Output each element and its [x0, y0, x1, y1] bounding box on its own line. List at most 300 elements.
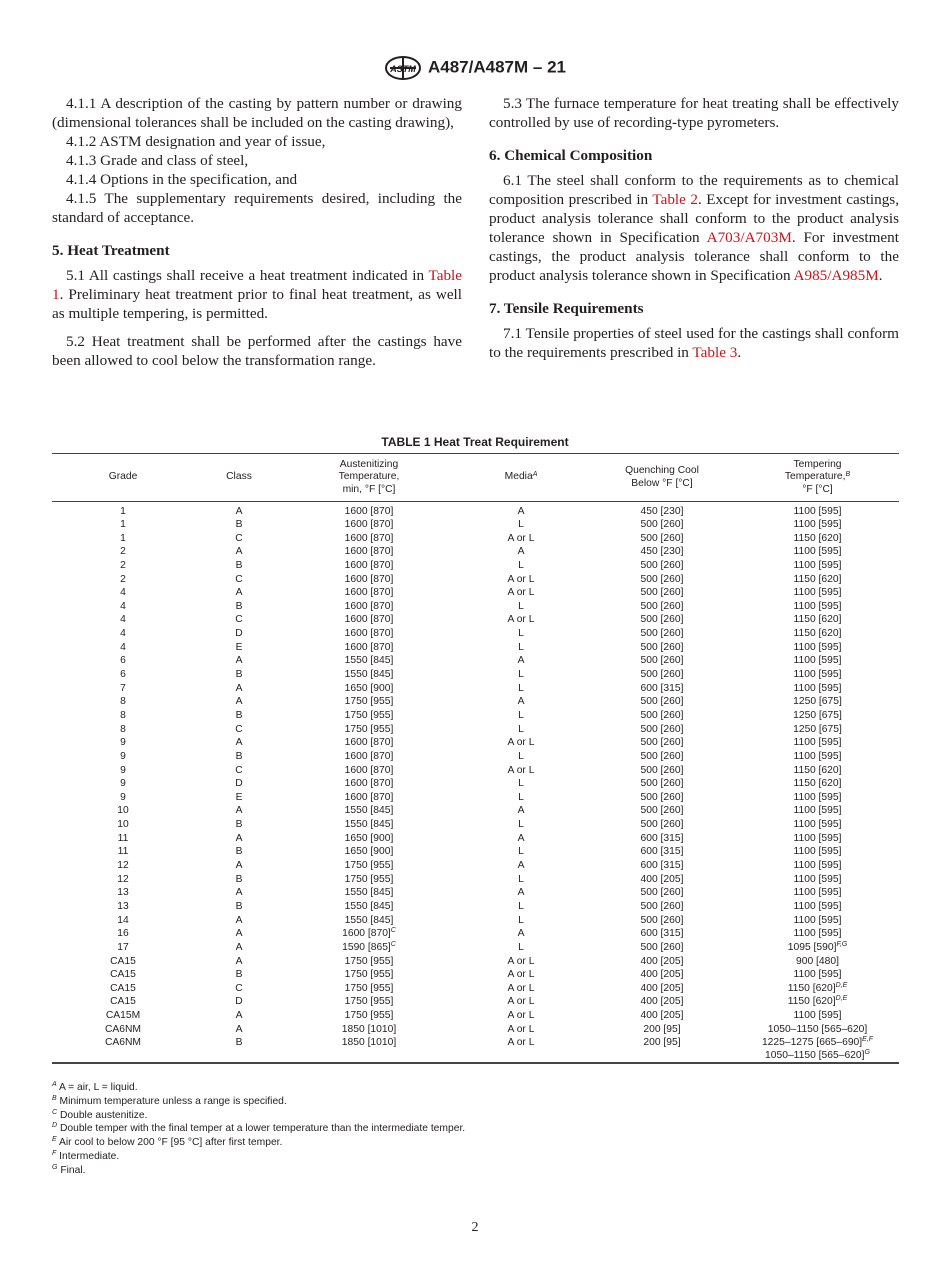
- footnote-ref: D,E: [835, 981, 848, 989]
- table-cell: 1100 [595]: [793, 1010, 842, 1022]
- table-row: [52, 995, 899, 1009]
- table-cell: 1600 [870]: [344, 778, 394, 790]
- table-cell: 500 [260]: [640, 941, 684, 953]
- para-5-3: 5.3 The furnace temperature for heat treating shall be effectively controlled by use of recording-type pyrometers.: [489, 95, 899, 131]
- page-header: [0, 56, 950, 80]
- footnote-ref: C: [390, 927, 396, 935]
- cell-value: 1225–1275 [665–690]: [761, 1037, 863, 1049]
- table-cell: A or L: [507, 1010, 535, 1022]
- table-cell: 1550 [845]: [344, 887, 394, 899]
- table-cell: A: [235, 941, 243, 953]
- table-cell: A: [235, 832, 243, 844]
- para-4-1-3: 4.1.3 Grade and class of steel,: [66, 152, 249, 169]
- astm-logo-icon: [384, 56, 422, 80]
- table-cell: 1550 [845]: [344, 669, 394, 681]
- table-cell: L: [518, 519, 524, 530]
- table-cell: 9: [120, 791, 126, 803]
- table-cell: 500 [260]: [640, 559, 684, 571]
- footnote-ref: B: [845, 471, 851, 479]
- table-cell: A: [235, 696, 243, 708]
- table-cell: 500 [260]: [640, 723, 684, 735]
- a703-link[interactable]: A703/A703M: [706, 229, 792, 246]
- table-cell: 500 [260]: [640, 600, 684, 612]
- table-cell: L: [518, 628, 524, 640]
- table-cell: L: [518, 846, 524, 858]
- footnote-text: A = air, L = liquid.: [58, 1082, 138, 1093]
- table-cell: 1150 [620]: [793, 628, 842, 640]
- para-5-1: [52, 266, 462, 323]
- table-cell: 16: [117, 928, 129, 940]
- table-cell: [284, 927, 454, 941]
- table-cell: 11: [117, 846, 129, 858]
- para-4-1-1: 4.1.1 A description of the casting by pattern number or drawing (dimensional tolerances shall be included on the casting drawing),: [52, 95, 462, 131]
- table-cell: 4: [120, 614, 126, 626]
- table-cell: 1150 [620]: [793, 764, 842, 776]
- table-cell: 200 [95]: [643, 1037, 681, 1049]
- svg-text:ASTM: ASTM: [390, 64, 416, 74]
- table-cell: B: [235, 750, 243, 762]
- table-cell: C: [235, 764, 243, 776]
- text: 7.1 Tensile properties of steel used for the castings shall conform to the requirements prescribed in: [489, 325, 899, 361]
- table-row: [52, 573, 899, 587]
- footnote: [52, 1122, 465, 1136]
- table-cell: A or L: [507, 955, 535, 967]
- table-cell: 1250 [675]: [793, 696, 842, 708]
- cell-value: 1150 [620]: [787, 982, 836, 994]
- table-cell: 1100 [595]: [793, 832, 842, 844]
- footnote-text: Final.: [60, 1164, 86, 1176]
- header-line: Class: [226, 471, 252, 483]
- table-cell: C: [235, 723, 243, 735]
- table-cell: 1600 [870]: [344, 587, 394, 599]
- table-cell: 1550 [845]: [344, 914, 394, 926]
- table-cell: L: [518, 709, 524, 721]
- table-cell: 1100 [595]: [793, 969, 842, 981]
- table-cell: A or L: [507, 532, 535, 544]
- table-cell: 450 [230]: [640, 546, 684, 558]
- table-cell: 13: [117, 900, 129, 912]
- table-row: [52, 641, 899, 655]
- table-cell: A: [235, 928, 243, 940]
- table-cell: 1600 [870]: [344, 628, 394, 640]
- footnote: [52, 1150, 465, 1164]
- section-6-heading: 6. Chemical Composition: [489, 147, 653, 164]
- footnote-text: Double temper with the final temper at a lower temperature than the intermediate temper.: [59, 1123, 466, 1135]
- column-header: [588, 454, 736, 502]
- table-cell: B: [235, 669, 243, 681]
- para-5-2: 5.2 Heat treatment shall be performed after the castings have been allowed to cool below the transformation range.: [52, 333, 462, 369]
- table-cell: CA15: [110, 996, 136, 1008]
- table-cell: 500 [260]: [640, 573, 684, 585]
- designation: A487/A487M – 21: [428, 57, 566, 77]
- table-cell: 400 [205]: [640, 955, 684, 967]
- table-cell: A: [517, 887, 525, 899]
- table-row: [52, 941, 899, 955]
- column-header: [736, 454, 899, 502]
- table-2-link[interactable]: Table 2: [652, 191, 698, 208]
- table-title: TABLE 1 Heat Treat Requirement: [381, 435, 569, 449]
- table-cell: A: [517, 655, 525, 667]
- table-cell: B: [235, 969, 243, 981]
- para-4-1-4: 4.1.4 Options in the specification, and: [66, 171, 298, 188]
- text: . For investment castings, the product analysis tolerance shall conform to the product analysis tolerance shown in Specification: [489, 229, 899, 284]
- table-cell: C: [235, 573, 243, 585]
- table-cell: A: [235, 655, 243, 667]
- table-row: [52, 982, 899, 996]
- table-cell: 1100 [595]: [793, 860, 842, 872]
- table-cell: A: [235, 860, 243, 872]
- table-cell: 1100 [595]: [793, 519, 842, 530]
- table-cell: 200 [95]: [643, 1023, 681, 1035]
- table-cell: 1: [120, 506, 126, 517]
- table-cell: 1550 [845]: [344, 655, 394, 667]
- cell-value: 1600 [870]: [342, 928, 391, 940]
- table-row: [52, 559, 899, 573]
- table-cell: B: [235, 559, 243, 571]
- table-cell: B: [235, 600, 243, 612]
- table-cell: C: [235, 532, 243, 544]
- footnote-ref: F,G: [836, 940, 848, 948]
- table-cell: 1550 [845]: [344, 819, 394, 831]
- text: . Except for investment castings, product analysis tolerance shall conform to the product analysis tolerance shown in Specification: [489, 191, 900, 246]
- table-cell: A: [235, 737, 243, 749]
- table-cell: 1100 [595]: [793, 900, 842, 912]
- table-cell: 1600 [870]: [344, 641, 394, 653]
- footnote-ref: G: [864, 1049, 870, 1057]
- table-cell: 450 [230]: [640, 506, 684, 517]
- table-cell: 400 [205]: [640, 873, 684, 885]
- footnote-ref: C: [390, 940, 396, 948]
- table-cell: A: [517, 928, 525, 940]
- table-cell: 7: [120, 682, 126, 694]
- table-cell: CA15: [110, 955, 136, 967]
- table-cell: L: [518, 791, 524, 803]
- table-cell: 400 [205]: [640, 1010, 684, 1022]
- table-cell: 14: [117, 914, 129, 926]
- table-cell: 1050–1150 [565–620]: [767, 1023, 868, 1035]
- footnote: [52, 1136, 465, 1150]
- table-cell: 1100 [595]: [793, 846, 842, 858]
- table-cell: 1600 [870]: [344, 532, 394, 544]
- text: .: [737, 344, 742, 361]
- table-cell: CA6NM: [104, 1023, 142, 1035]
- table-cell: D: [235, 628, 243, 640]
- table-body: [52, 502, 899, 1064]
- table-cell: CA6NM: [104, 1037, 142, 1049]
- table-cell: 1150 [620]: [793, 614, 842, 626]
- table-cell: A: [517, 506, 525, 517]
- footnote: [52, 1109, 465, 1123]
- table-cell: 1250 [675]: [793, 709, 842, 721]
- table-cell: 500 [260]: [640, 669, 684, 681]
- table-cell: CA15M: [105, 1010, 141, 1022]
- table-cell: 1550 [845]: [344, 805, 394, 817]
- table-cell: 1100 [595]: [793, 914, 842, 926]
- table-cell: 1100 [595]: [793, 546, 842, 558]
- table-cell: 1600 [870]: [344, 737, 394, 749]
- table-cell: 1100 [595]: [793, 600, 842, 612]
- table-footnotes: [52, 1081, 465, 1178]
- table-cell: A: [517, 832, 525, 844]
- table-cell: A or L: [507, 587, 535, 599]
- table-cell: 1100 [595]: [793, 805, 842, 817]
- table-cell: A or L: [507, 1023, 535, 1035]
- table-cell: 500 [260]: [640, 519, 684, 530]
- table-cell: 1150 [620]: [793, 778, 842, 790]
- table-cell: 500 [260]: [640, 914, 684, 926]
- column-header: [284, 454, 454, 502]
- table-cell: 600 [315]: [640, 846, 684, 858]
- table-cell: 1250 [675]: [793, 723, 842, 735]
- table-cell: 1100 [595]: [793, 641, 842, 653]
- column-header: [454, 454, 588, 502]
- header-line: Media: [504, 471, 533, 483]
- table-cell: A: [517, 805, 525, 817]
- table-cell: 1850 [1010]: [341, 1023, 397, 1035]
- table-row: [52, 1036, 899, 1063]
- table-cell: B: [235, 709, 243, 721]
- table-cell: L: [518, 778, 524, 790]
- table-cell: 1100 [595]: [793, 750, 842, 762]
- table-cell: 1100 [595]: [793, 928, 842, 940]
- left-column: [52, 94, 462, 370]
- table-cell: 500 [260]: [640, 614, 684, 626]
- table-cell: 1: [120, 532, 126, 544]
- table-cell: 4: [120, 587, 126, 599]
- para-4-1-5: 4.1.5 The supplementary requirements desired, including the standard of acceptance.: [52, 190, 462, 226]
- table-cell: 1750 [955]: [344, 982, 394, 994]
- table-cell: 500 [260]: [640, 900, 684, 912]
- table-row: [52, 654, 899, 668]
- table-cell: 1600 [870]: [344, 519, 394, 530]
- table-cell: A or L: [507, 982, 535, 994]
- footnote-text: Minimum temperature unless a range is specified.: [59, 1095, 287, 1107]
- header-line: Temperature,: [338, 471, 400, 483]
- table-cell: A: [235, 682, 243, 694]
- table-row: [52, 1023, 899, 1037]
- table-cell: 11: [117, 832, 129, 844]
- table-cell: 600 [315]: [640, 682, 684, 694]
- table-cell: 1750 [955]: [344, 996, 394, 1008]
- table-header-row: [52, 454, 899, 502]
- table-cell: C: [235, 982, 243, 994]
- table-cell: 1750 [955]: [344, 1010, 394, 1022]
- table-cell: E: [235, 641, 243, 653]
- table-row: [52, 791, 899, 805]
- table-cell: L: [518, 641, 524, 653]
- table-cell: 500 [260]: [640, 750, 684, 762]
- table-cell: A or L: [507, 764, 535, 776]
- table-cell: 8: [120, 709, 126, 721]
- table-cell: 1100 [595]: [793, 655, 842, 667]
- footnote-ref: D,E: [835, 995, 848, 1003]
- footnote-ref: A: [532, 471, 538, 479]
- table-row: [52, 1009, 899, 1023]
- table-cell: 1750 [955]: [344, 969, 394, 981]
- table-cell: 1750 [955]: [344, 696, 394, 708]
- footnote-mark: G: [52, 1163, 58, 1171]
- table-row: [52, 832, 899, 846]
- table-cell: 1100 [595]: [793, 819, 842, 831]
- table-cell: L: [518, 900, 524, 912]
- table-cell: [736, 941, 899, 955]
- header-line: Below °F [°C]: [631, 477, 693, 489]
- table-cell: 17: [117, 941, 129, 953]
- table-cell: 1650 [900]: [344, 846, 394, 858]
- table-cell: 6: [120, 669, 126, 681]
- table-cell: 1600 [870]: [344, 573, 394, 585]
- table-cell: L: [518, 559, 524, 571]
- table-cell: 500 [260]: [640, 628, 684, 640]
- table-3-link[interactable]: Table 3: [692, 344, 738, 361]
- header-line: min, °F [°C]: [342, 483, 396, 495]
- table-cell: 2: [120, 559, 126, 571]
- footnote: [52, 1164, 465, 1178]
- table-row: [52, 545, 899, 559]
- table-cell: 4: [120, 628, 126, 640]
- a985-link[interactable]: A985/A985M: [793, 267, 879, 284]
- table-cell: L: [518, 914, 524, 926]
- table-cell: 1600 [870]: [344, 559, 394, 571]
- table-cell: 500 [260]: [640, 819, 684, 831]
- table-cell: L: [518, 723, 524, 735]
- table-cell: A or L: [507, 614, 535, 626]
- table-cell: 500 [260]: [640, 709, 684, 721]
- table-cell: 1650 [900]: [344, 682, 394, 694]
- table-cell: A: [517, 696, 525, 708]
- table-cell: 500 [260]: [640, 737, 684, 749]
- footnote: [52, 1081, 465, 1095]
- table-cell: A or L: [507, 737, 535, 749]
- table-1-link[interactable]: Table 1: [52, 267, 462, 303]
- table-cell: 8: [120, 723, 126, 735]
- table-cell: 1750 [955]: [344, 873, 394, 885]
- header-line: °F [°C]: [802, 483, 833, 495]
- table-row: [52, 695, 899, 709]
- table-cell: 2: [120, 546, 126, 558]
- table-cell: 10: [117, 805, 129, 817]
- table-cell: L: [518, 600, 524, 612]
- table-row: [52, 777, 899, 791]
- table-cell: 1600 [870]: [344, 506, 394, 517]
- table-cell: 1750 [955]: [344, 723, 394, 735]
- table-cell: 1600 [870]: [344, 600, 394, 612]
- table-row: [52, 502, 899, 519]
- table-cell: 1850 [1010]: [341, 1037, 397, 1049]
- table-row: [52, 927, 899, 941]
- table-cell: 1: [120, 519, 126, 530]
- table-cell: A or L: [507, 573, 535, 585]
- table-cell: B: [235, 846, 243, 858]
- footnote-mark: D: [52, 1122, 58, 1130]
- table-cell: D: [235, 778, 243, 790]
- footnote-text: Double austenitize.: [59, 1109, 148, 1121]
- table-cell: 8: [120, 696, 126, 708]
- table-row: [52, 682, 899, 696]
- column-header: [194, 454, 284, 502]
- table-cell: A: [235, 955, 243, 967]
- footnote-ref: E,F: [862, 1036, 874, 1044]
- table-cell: 4: [120, 600, 126, 612]
- table-cell: 600 [315]: [640, 860, 684, 872]
- section-5-heading: 5. Heat Treatment: [52, 242, 170, 259]
- table-row: [52, 600, 899, 614]
- header-line: Austenitizing: [339, 458, 399, 470]
- table-cell: 2: [120, 573, 126, 585]
- table-cell: CA15: [110, 982, 136, 994]
- cell-value: 1095 [590]: [787, 941, 837, 953]
- table-cell: A: [235, 587, 243, 599]
- table-cell: 1100 [595]: [793, 682, 842, 694]
- table-cell: 9: [120, 778, 126, 790]
- table-cell: 1600 [870]: [344, 546, 394, 558]
- heat-treat-table: [52, 453, 899, 1064]
- header-line: Tempering: [793, 458, 842, 470]
- column-header: [52, 454, 194, 502]
- table-cell: A: [235, 1023, 243, 1035]
- table-cell: 1550 [845]: [344, 900, 394, 912]
- table-cell: A: [517, 860, 525, 872]
- table-cell: A: [517, 546, 525, 558]
- table-cell: A or L: [507, 969, 535, 981]
- footnote-text: Air cool to below 200 °F [95 °C] after first temper.: [58, 1137, 283, 1149]
- table-cell: 1100 [595]: [793, 669, 842, 681]
- footnote-mark: B: [52, 1094, 57, 1102]
- header-line: Grade: [108, 471, 138, 483]
- table-cell: 500 [260]: [640, 532, 684, 544]
- table-row: [52, 750, 899, 764]
- table-row: [52, 764, 899, 778]
- table-cell: 500 [260]: [640, 887, 684, 899]
- table-cell: 4: [120, 641, 126, 653]
- table-cell: 1750 [955]: [344, 860, 394, 872]
- section-7-heading: 7. Tensile Requirements: [489, 300, 644, 317]
- table-cell: 400 [205]: [640, 969, 684, 981]
- table-cell: 1100 [595]: [793, 887, 842, 899]
- table-cell: E: [235, 791, 243, 803]
- table-cell: 9: [120, 737, 126, 749]
- table-cell: 500 [260]: [640, 696, 684, 708]
- table-cell: 1100 [595]: [793, 506, 842, 517]
- table-cell: 500 [260]: [640, 791, 684, 803]
- header-line: Temperature,: [784, 471, 846, 483]
- table-cell: B: [235, 519, 243, 530]
- table-row: [52, 900, 899, 914]
- footnote-mark: C: [52, 1108, 58, 1116]
- table-cell: 1650 [900]: [344, 832, 394, 844]
- table-cell: A: [235, 506, 243, 517]
- table-row: [52, 532, 899, 546]
- table-cell: 400 [205]: [640, 996, 684, 1008]
- table-cell: [736, 995, 899, 1009]
- table-cell: 1100 [595]: [793, 737, 842, 749]
- table-row: [52, 914, 899, 928]
- table-cell: B: [235, 873, 243, 885]
- cell-value: 1050–1150 [565–620]: [765, 1050, 865, 1062]
- para-7-1: [489, 324, 899, 362]
- table-cell: A or L: [507, 1037, 535, 1049]
- cell-value: 1150 [620]: [787, 996, 836, 1008]
- table-row: [52, 886, 899, 900]
- table-row: [52, 723, 899, 737]
- table-row: [52, 709, 899, 723]
- para-4-1-2: 4.1.2 ASTM designation and year of issue,: [66, 133, 326, 150]
- table-cell: 1100 [595]: [793, 559, 842, 571]
- table-cell: 13: [117, 887, 129, 899]
- table-cell: 9: [120, 750, 126, 762]
- table-cell: A: [235, 805, 243, 817]
- table-cell: [736, 1036, 899, 1063]
